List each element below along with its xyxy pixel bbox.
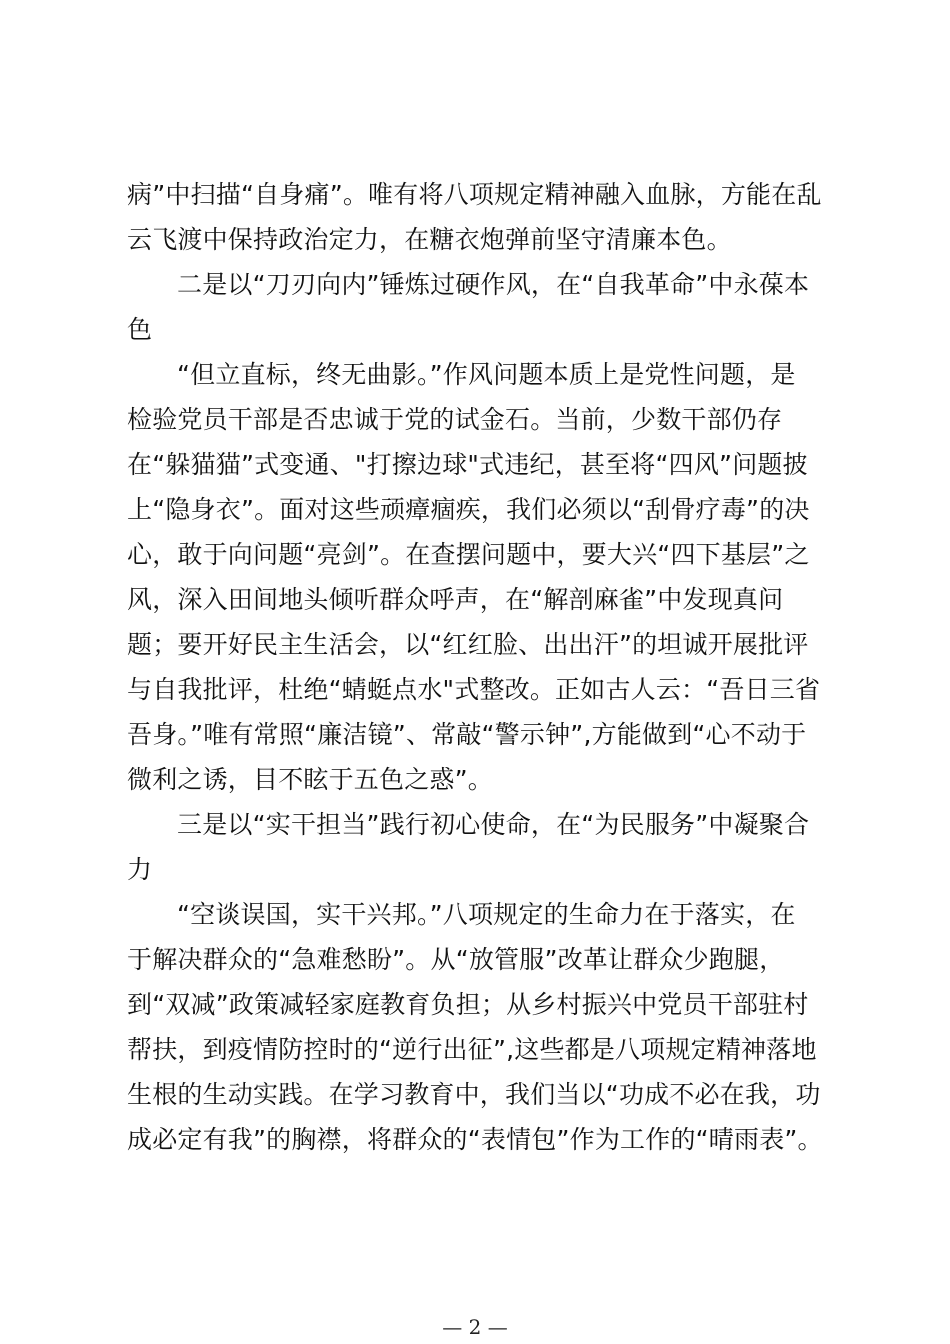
text-line: “但立直标，终无曲影。”作风问题本质上是党性问题，是	[177, 360, 796, 389]
text-line: “空谈误国，实干兴邦。”八项规定的生命力在于落实，在	[177, 900, 796, 929]
text-line: 于解决群众的“急难愁盼”。从“放管服”改革让群众少跑腿，	[127, 945, 785, 974]
text-line: 在“躲猫猫”式变通、"打擦边球"式违纪，甚至将“四风”问题披	[127, 450, 808, 479]
text-line: 生根的生动实践。在学习教育中，我们当以“功成不必在我，功	[127, 1080, 821, 1109]
text-line: 题；要开好民主生活会，以“红红脸、出出汗”的坦诚开展批评	[127, 630, 809, 659]
text-line: 与自我批评，杜绝“蜻蜓点水"式整改。正如古人云：“吾日三省	[127, 675, 821, 704]
text-line: 上“隐身衣”。面对这些顽瘴痼疾，我们必须以“刮骨疗毒”的决	[127, 495, 810, 524]
page-number: — 2 —	[442, 1315, 508, 1339]
text-line: 病”中扫描“自身痛”。唯有将八项规定精神融入血脉，方能在乱	[127, 180, 822, 209]
text-line: 微利之诱，目不眩于五色之惑”。	[127, 765, 493, 794]
text-line: 检验党员干部是否忠诚于党的试金石。当前，少数干部仍存	[127, 405, 783, 434]
section-heading: 色	[127, 315, 153, 344]
text-line: 到“双减”政策减轻家庭教育负担；从乡村振兴中党员干部驻村	[127, 990, 809, 1019]
text-line: 云飞渡中保持政治定力，在糖衣炮弹前坚守清廉本色。	[127, 225, 732, 254]
section-heading: 二是以“刀刃向内”锤炼过硬作风，在“自我革命”中永葆本	[177, 270, 810, 299]
text-line: 成必定有我”的胸襟，将群众的“表情包”作为工作的“晴雨表”。	[127, 1125, 823, 1154]
section-heading: 三是以“实干担当”践行初心使命，在“为民服务”中凝聚合	[177, 810, 810, 839]
text-line: 心，敢于向问题“亮剑”。在查摆问题中，要大兴“四下基层”之	[127, 540, 810, 569]
text-line: 帮扶，到疫情防控时的“逆行出征”,这些都是八项规定精神落地	[127, 1035, 817, 1064]
text-line: 吾身。”唯有常照“廉洁镜”、常敲“警示钟”,方能做到“心不动于	[127, 720, 807, 749]
section-heading: 力	[127, 855, 153, 884]
text-line: 风，深入田间地头倾听群众呼声，在“解剖麻雀”中发现真问	[127, 585, 784, 614]
